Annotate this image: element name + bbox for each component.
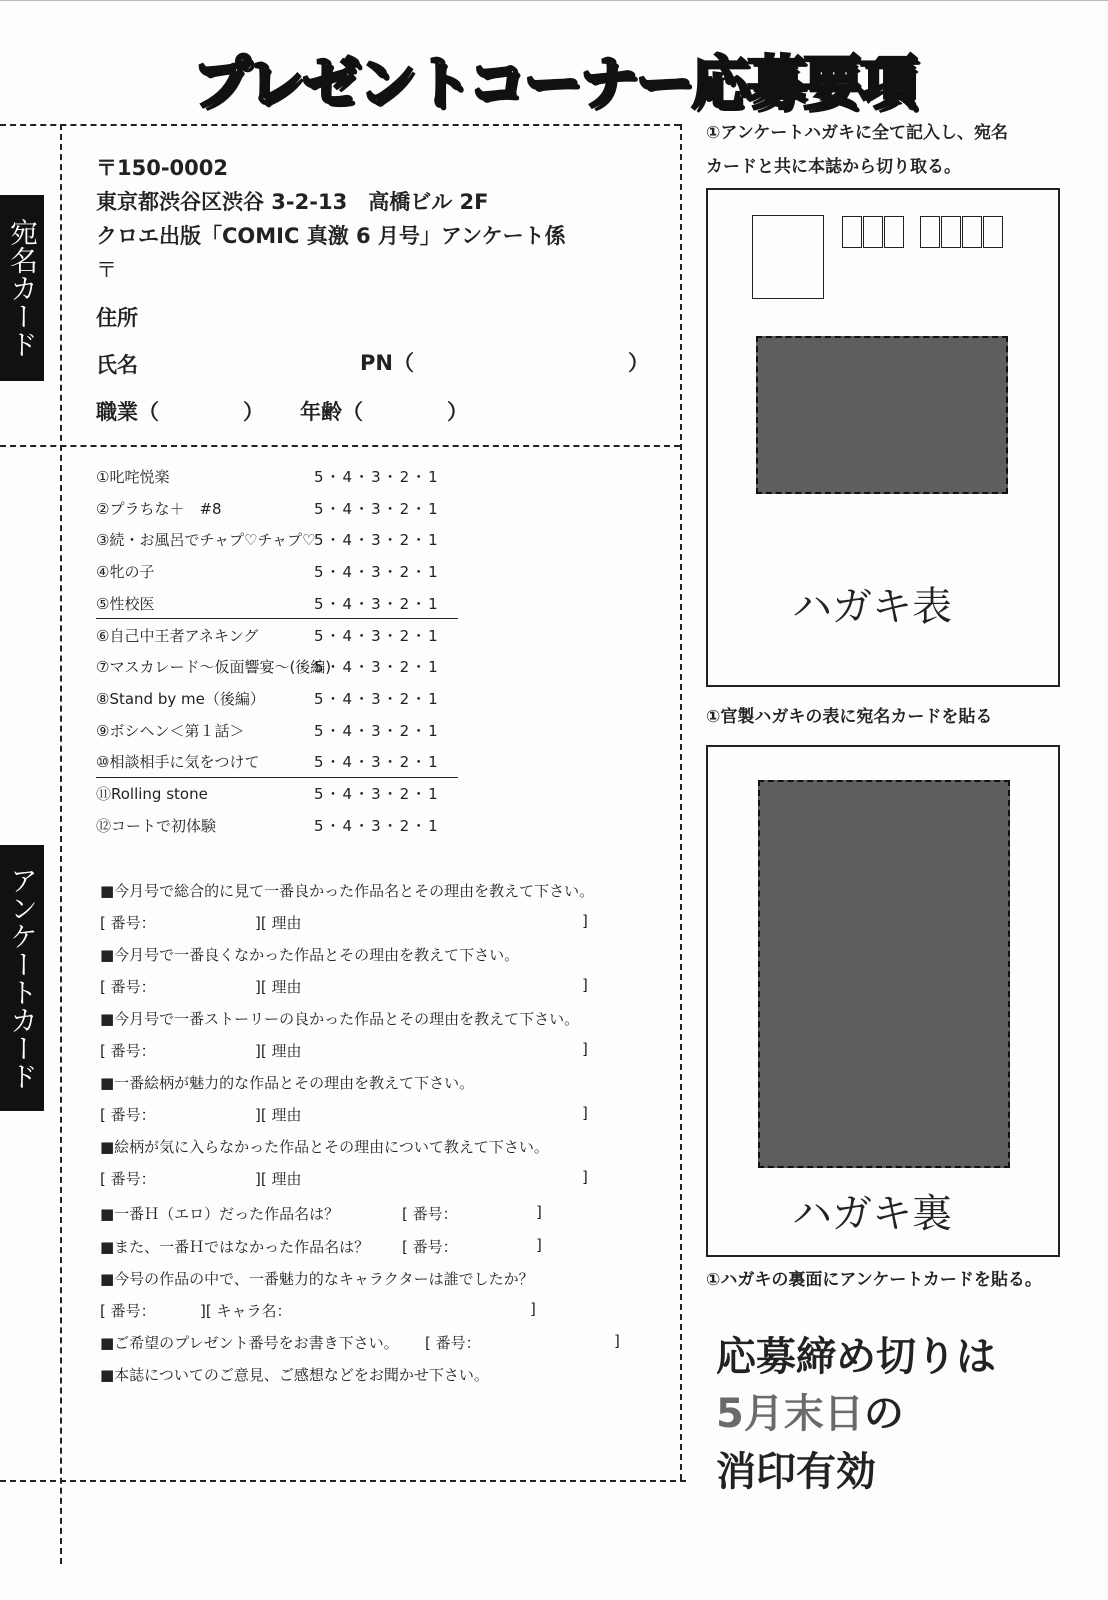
cut-line-left <box>60 124 62 1564</box>
deadline-date: 5月末日 <box>716 1391 864 1437</box>
rating-scale[interactable]: 5・4・3・2・1 <box>314 531 440 550</box>
address-line-1: 東京都渋谷区渋谷 3-2-13 高橋ビル 2F <box>96 190 489 214</box>
survey-question: ■今月号で総合的に見て一番良かった作品名とその理由を教えて下さい。 <box>100 882 595 900</box>
card-back-label: ハガキ裏 <box>792 1191 952 1237</box>
answer-number-field[interactable]: [ 番号： <box>100 1042 156 1060</box>
postal-digit-box <box>962 216 982 248</box>
step2-text: ①官製ハガキの表に宛名カードを貼る <box>706 707 993 727</box>
question-present: ■ご希望のプレゼント番号をお書き下さい。 <box>100 1334 399 1352</box>
postal-digit-box <box>920 216 940 248</box>
postal-digit-box <box>941 216 961 248</box>
top-edge <box>0 0 1108 1</box>
character-name-field[interactable]: ][ キャラ名： <box>200 1302 292 1320</box>
answer-number-field[interactable]: [ 番号： <box>100 1170 156 1188</box>
rating-scale[interactable]: 5・4・3・2・1 <box>314 753 440 772</box>
deadline-line-1: 応募締め切りは <box>716 1334 996 1380</box>
postal-digit-box <box>983 216 1003 248</box>
bracket-close: ] <box>582 1040 588 1058</box>
bracket-close: ] <box>582 976 588 994</box>
work-title: ⑪Rolling stone <box>96 785 208 803</box>
question-not-ero: ■また、一番Ｈではなかった作品名は？ <box>100 1238 370 1256</box>
work-title: ⑨ボシヘン＜第１話＞ <box>96 721 245 740</box>
deadline-particle: の <box>863 1391 904 1437</box>
work-title: ⑧Stand by me（後編） <box>96 689 265 708</box>
survey-question: ■今月号で一番ストーリーの良かった作品とその理由を教えて下さい。 <box>100 1010 580 1028</box>
bracket-close: ] <box>582 1168 588 1186</box>
answer-reason-field[interactable]: ][ 理由 <box>255 1042 302 1060</box>
bracket-close: ] <box>530 1300 536 1318</box>
answer-number-field[interactable]: [ 番号： <box>100 914 156 932</box>
work-rating-row <box>96 747 458 777</box>
present-number-field[interactable]: [ 番号： <box>425 1334 481 1352</box>
cut-line-middle <box>0 445 680 447</box>
answer-reason-field[interactable]: ][ 理由 <box>255 1170 302 1188</box>
address-card-placement <box>756 336 1008 494</box>
rating-scale[interactable]: 5・4・3・2・1 <box>314 689 440 708</box>
rating-scale[interactable]: 5・4・3・2・1 <box>314 658 440 677</box>
step1-text: ①アンケートハガキに全て記入し、宛名 <box>706 123 1009 143</box>
occupation-label: 職業（ ） <box>96 400 264 424</box>
postal-digit-box <box>842 216 862 248</box>
rating-scale[interactable]: 5・4・3・2・1 <box>314 626 440 645</box>
rating-scale[interactable]: 5・4・3・2・1 <box>314 785 440 803</box>
answer-number-field[interactable]: [ 番号： <box>100 1302 156 1320</box>
survey-question: ■今月号で一番良くなかった作品とその理由を教えて下さい。 <box>100 946 520 964</box>
deadline-line-2 <box>716 1382 904 1439</box>
cut-line-right <box>680 124 682 1480</box>
pen-name-label: PN（ <box>360 351 414 375</box>
cut-line-bottom <box>0 1480 686 1482</box>
work-rating-row <box>96 589 458 619</box>
work-rating-row <box>96 811 458 841</box>
sender-name-label: 氏名 <box>96 353 138 377</box>
pen-name-close: ） <box>628 351 649 375</box>
step1-text-2: カードと共に本誌から切り取る。 <box>706 157 961 177</box>
answer-reason-field[interactable]: ][ 理由 <box>255 914 302 932</box>
survey-card-placement <box>758 780 1010 1168</box>
address-line-2: クロエ出版「COMIC 真激 6 月号」アンケート係 <box>96 224 566 248</box>
sender-postal-mark: 〒 <box>96 258 117 282</box>
step3-text: ①ハガキの裏面にアンケートカードを貼る。 <box>706 1270 1042 1290</box>
work-rating-row <box>96 494 458 524</box>
survey-question: ■絵柄が気に入らなかった作品とその理由について教えて下さい。 <box>100 1138 549 1156</box>
work-title: ④牝の子 <box>96 563 155 582</box>
work-title: ⑤性校医 <box>96 594 155 613</box>
question-opinion: ■本誌についてのご意見、ご感想などをお聞かせ下さい。 <box>100 1366 489 1384</box>
question-character: ■今号の作品の中で、一番魅力的なキャラクターは誰でしたか？ <box>100 1270 534 1288</box>
bracket-close: ] <box>582 912 588 930</box>
work-title: ⑥自己中王者アネキング <box>96 626 259 645</box>
divider <box>96 618 458 619</box>
bracket-close: ] <box>536 1236 542 1254</box>
work-rating-row <box>96 779 458 809</box>
answer-number-field[interactable]: [ 番号： <box>402 1238 458 1256</box>
work-rating-row <box>96 525 458 555</box>
rating-scale[interactable]: 5・4・3・2・1 <box>314 594 440 613</box>
work-title: ③続・お風呂でチャプ♡チャプ♡ <box>96 531 316 550</box>
work-rating-row <box>96 621 458 651</box>
answer-number-field[interactable]: [ 番号： <box>402 1205 458 1223</box>
answer-number-field[interactable]: [ 番号： <box>100 978 156 996</box>
cut-line-top <box>0 124 680 126</box>
age-label: 年齢（ ） <box>300 400 468 424</box>
survey-card-tab: アンケートカード <box>0 845 44 1111</box>
work-rating-row <box>96 716 458 746</box>
bracket-close: ] <box>582 1104 588 1122</box>
work-rating-row <box>96 684 458 714</box>
sender-address-label: 住所 <box>96 306 138 330</box>
bracket-close: ] <box>614 1332 620 1350</box>
answer-reason-field[interactable]: ][ 理由 <box>255 1106 302 1124</box>
rating-scale[interactable]: 5・4・3・2・1 <box>314 468 440 486</box>
work-title: ①叱咤悦楽 <box>96 468 170 486</box>
stamp-box <box>752 215 824 299</box>
deadline-line-3: 消印有効 <box>716 1449 876 1495</box>
work-title: ⑩相談相手に気をつけて <box>96 753 260 772</box>
work-rating-row <box>96 462 458 492</box>
work-title: ⑦マスカレード～仮面響宴～(後編) <box>96 658 332 677</box>
question-ero: ■一番Ｈ（エロ）だった作品名は？ <box>100 1205 340 1223</box>
divider <box>96 777 458 778</box>
rating-scale[interactable]: 5・4・3・2・1 <box>314 499 440 518</box>
address-card-tab: 宛名カード <box>0 195 44 381</box>
survey-question: ■一番絵柄が魅力的な作品とその理由を教えて下さい。 <box>100 1074 475 1092</box>
answer-number-field[interactable]: [ 番号： <box>100 1106 156 1124</box>
postal-code: 〒150-0002 <box>96 156 228 180</box>
rating-scale[interactable]: 5・4・3・2・1 <box>314 816 440 835</box>
page-title: プレゼントコーナー応募要項 <box>192 49 916 117</box>
work-rating-row <box>96 557 458 587</box>
answer-reason-field[interactable]: ][ 理由 <box>255 978 302 996</box>
postal-digit-box <box>863 216 883 248</box>
bracket-close: ] <box>536 1203 542 1221</box>
card-front-label: ハガキ表 <box>792 584 952 630</box>
work-title: ②プラちな＋ #8 <box>96 499 222 518</box>
work-rating-row <box>96 652 458 682</box>
rating-scale[interactable]: 5・4・3・2・1 <box>314 721 440 740</box>
rating-scale[interactable]: 5・4・3・2・1 <box>314 563 440 582</box>
postcard-front-diagram <box>706 188 1060 687</box>
postal-digit-box <box>884 216 904 248</box>
postcard-back-diagram <box>706 745 1060 1257</box>
work-title: ⑫コートで初体験 <box>96 816 217 835</box>
